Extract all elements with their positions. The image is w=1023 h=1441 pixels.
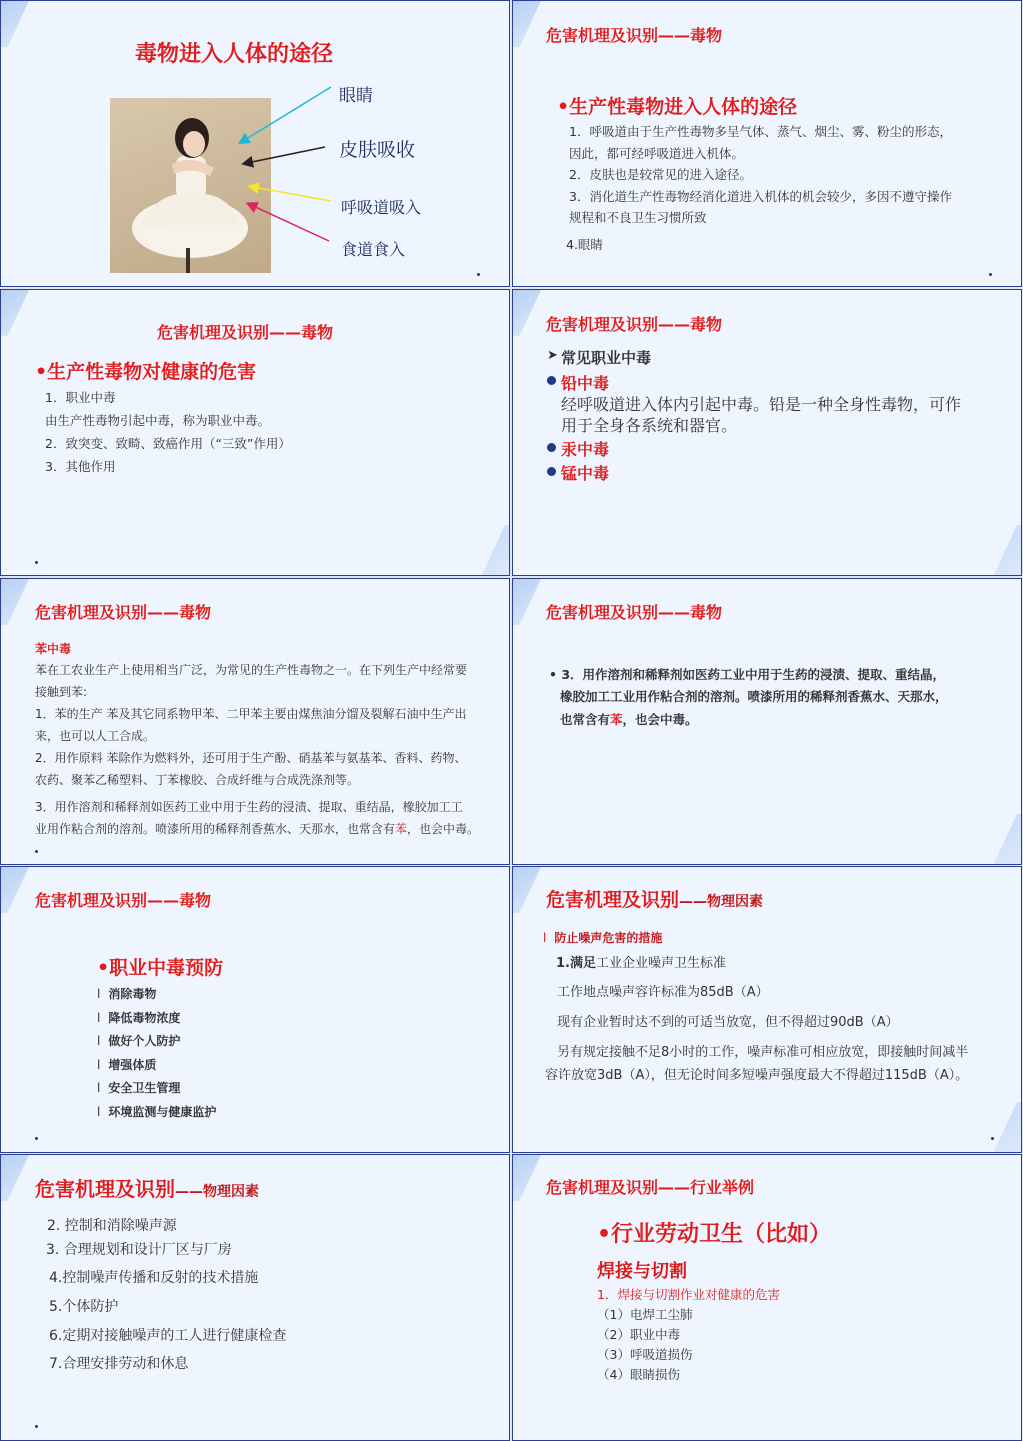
bullet-icon (547, 467, 556, 476)
line-7: 3．用作溶剂和稀释剂如医药工业中用于生药的浸渍、提取、重结晶，橡胶加工工 (35, 800, 463, 814)
list-item: l 做好个人防护 (97, 1034, 181, 1048)
route-label-digestive: 食道食入 (341, 240, 406, 259)
list-item: （2）职业中毒 (597, 1327, 680, 1342)
line-8: 业用作粘合剂的溶剂。喷漆所用的稀释剂香蕉水、天那水，也常含有苯，也会中毒。 (35, 822, 480, 836)
line-2: 由生产性毒物引起中毒，称为职业中毒。 (45, 413, 271, 428)
section-heading: 常见职业中毒 (561, 349, 652, 367)
slide-subtitle: •生产性毒物进入人体的途径 (557, 96, 798, 118)
line-3: 现有企业暂时达不到的可适当放宽，但不得超过90dB（A） (557, 1015, 899, 1030)
route-label-eyes: 眼睛 (339, 86, 373, 106)
line-5: 规程和不良卫生习惯所致 (569, 210, 707, 225)
slide-2 (512, 0, 1022, 287)
slide-subtitle: •职业中毒预防 (97, 957, 224, 979)
line-6: 农药、聚苯乙稀塑料、丁苯橡胶、合成纤维与合成洗涤剂等。 (35, 773, 360, 787)
line-1: 1．呼吸道由于生产性毒物多呈气体、蒸气、烟尘、雾、粉尘的形态， (569, 124, 952, 139)
prevention-list (97, 983, 216, 1124)
slide-header: 危害机理及识别——毒物 (157, 323, 334, 342)
item-lead-desc-2: 用于全身各系统和器官。 (561, 416, 738, 435)
list-item: （4）眼睛损伤 (597, 1367, 680, 1382)
slide-7 (0, 866, 510, 1153)
list-item: 2. 控制和消除噪声源 (47, 1218, 177, 1234)
section-label: 苯中毒 (35, 642, 72, 656)
slide-header: 危害机理及识别——物理因素 (35, 1177, 259, 1201)
slide-subtitle: •行业劳动卫生（比如） (597, 1222, 832, 1247)
list-item: l 环境监测与健康监护 (97, 1104, 217, 1119)
line-4: 来，也可以人工合成。 (35, 729, 156, 743)
section-subheading: 1．焊接与切割作业对健康的危害 (597, 1287, 780, 1302)
slide-3 (0, 289, 510, 576)
line-1: 1.满足工业企业噪声卫生标准 (556, 956, 726, 971)
line-5: 2．用作原料 苯除作为燃料外，还可用于生产酚、硝基苯与氨基苯、香料、药物、 (35, 751, 467, 765)
line-1: • 3．用作溶剂和稀释剂如医药工业中用于生药的浸渍、提取、重结晶， (549, 667, 946, 682)
list-item: l 安全卫生管理 (97, 1081, 181, 1095)
line-3: 2．皮肤也是较常见的进入途径。 (569, 167, 752, 182)
section-heading: 焊接与切割 (597, 1261, 687, 1282)
slide-header: 危害机理及识别——毒物 (35, 603, 212, 622)
line-1: 苯在工农业生产上使用相当广泛，为常见的生产性毒物之一。在下列生产中经常要 (35, 663, 468, 677)
item-manganese: 锰中毒 (561, 464, 610, 483)
list-item: l 增强体质 (97, 1057, 157, 1072)
list-item: 4.控制噪声传播和反射的技术措施 (49, 1270, 259, 1286)
line-4: 另有规定接触不足8小时的工作，噪声标准可相应放宽，即接触时间减半 (557, 1045, 969, 1060)
slide-9 (0, 1154, 510, 1441)
slide-subtitle: •生产性毒物对健康的危害 (35, 361, 257, 383)
slide-header: 危害机理及识别——物理因素 (546, 889, 764, 911)
line-5: 容许放宽3dB（A），但无论时间多短噪声强度最大不得超过115dB（A）。 (545, 1068, 969, 1083)
line-6: 4.眼睛 (566, 237, 603, 252)
list-item: 3. 合理规划和设计厂区与厂房 (46, 1242, 232, 1258)
route-label-respiratory: 呼吸道吸入 (341, 198, 422, 217)
list-item: 5.个体防护 (49, 1299, 119, 1315)
line-1: 1．职业中毒 (45, 390, 116, 405)
item-lead: 铅中毒 (561, 374, 610, 393)
list-item: l 消除毒物 (97, 987, 157, 1001)
bullet-icon (547, 443, 556, 452)
slide-header: 危害机理及识别——毒物 (35, 891, 212, 910)
line-2: 橡胶加工工业用作粘合剂的溶剂。喷漆所用的稀释剂香蕉水、天那水， (560, 689, 948, 704)
slide-title: 毒物进入人体的途径 (135, 42, 334, 67)
slide-header: 危害机理及识别——行业举例 (546, 1178, 755, 1197)
line-4: 3．其他作用 (45, 459, 116, 474)
slide-header: 危害机理及识别——毒物 (546, 26, 723, 45)
line-2: 工作地点噪声容许标准为85dB（A） (557, 985, 769, 1000)
slide-header: 危害机理及识别——毒物 (546, 603, 723, 622)
slide-6 (512, 578, 1022, 865)
arrows-graphic (231, 81, 341, 251)
item-mercury: 汞中毒 (561, 440, 610, 459)
line-2: 因此，都可经呼吸道进入机体。 (569, 146, 745, 161)
slide-5 (0, 578, 510, 865)
line-3: 也常含有苯，也会中毒。 (560, 712, 698, 727)
line-4: 3．消化道生产性毒物经消化道进入机体的机会较少，多因不遵守操作 (569, 189, 952, 204)
route-label-skin: 皮肤吸收 (339, 139, 416, 161)
line-3: 1．苯的生产 苯及其它同系物甲苯、二甲苯主要由煤焦油分馏及裂解石油中生产出 (35, 707, 467, 721)
list-item: l 降低毒物浓度 (97, 1010, 181, 1025)
list-item: （1）电焊工尘肺 (597, 1307, 693, 1322)
section-label: l 防止噪声危害的措施 (543, 931, 663, 945)
line-3: 2．致突变、致畸、致癌作用（“三致”作用） (45, 436, 291, 451)
list-item: （3）呼吸道损伤 (597, 1347, 693, 1362)
bullet-icon (547, 376, 556, 385)
line-2: 接触到苯: (35, 685, 88, 699)
slide-header: 危害机理及识别——毒物 (546, 315, 723, 334)
item-lead-desc-1: 经呼吸道进入体内引起中毒。铅是一种全身性毒物，可作 (561, 395, 962, 414)
checkmark-icon: ➤ (547, 348, 558, 363)
slide-10 (512, 1154, 1022, 1441)
list-item: 6.定期对接触噪声的工人进行健康检查 (49, 1328, 287, 1344)
slide-1 (0, 0, 510, 287)
list-item: 7.合理安排劳动和休息 (49, 1356, 189, 1372)
slide-8 (512, 866, 1022, 1153)
slide-4 (512, 289, 1022, 576)
